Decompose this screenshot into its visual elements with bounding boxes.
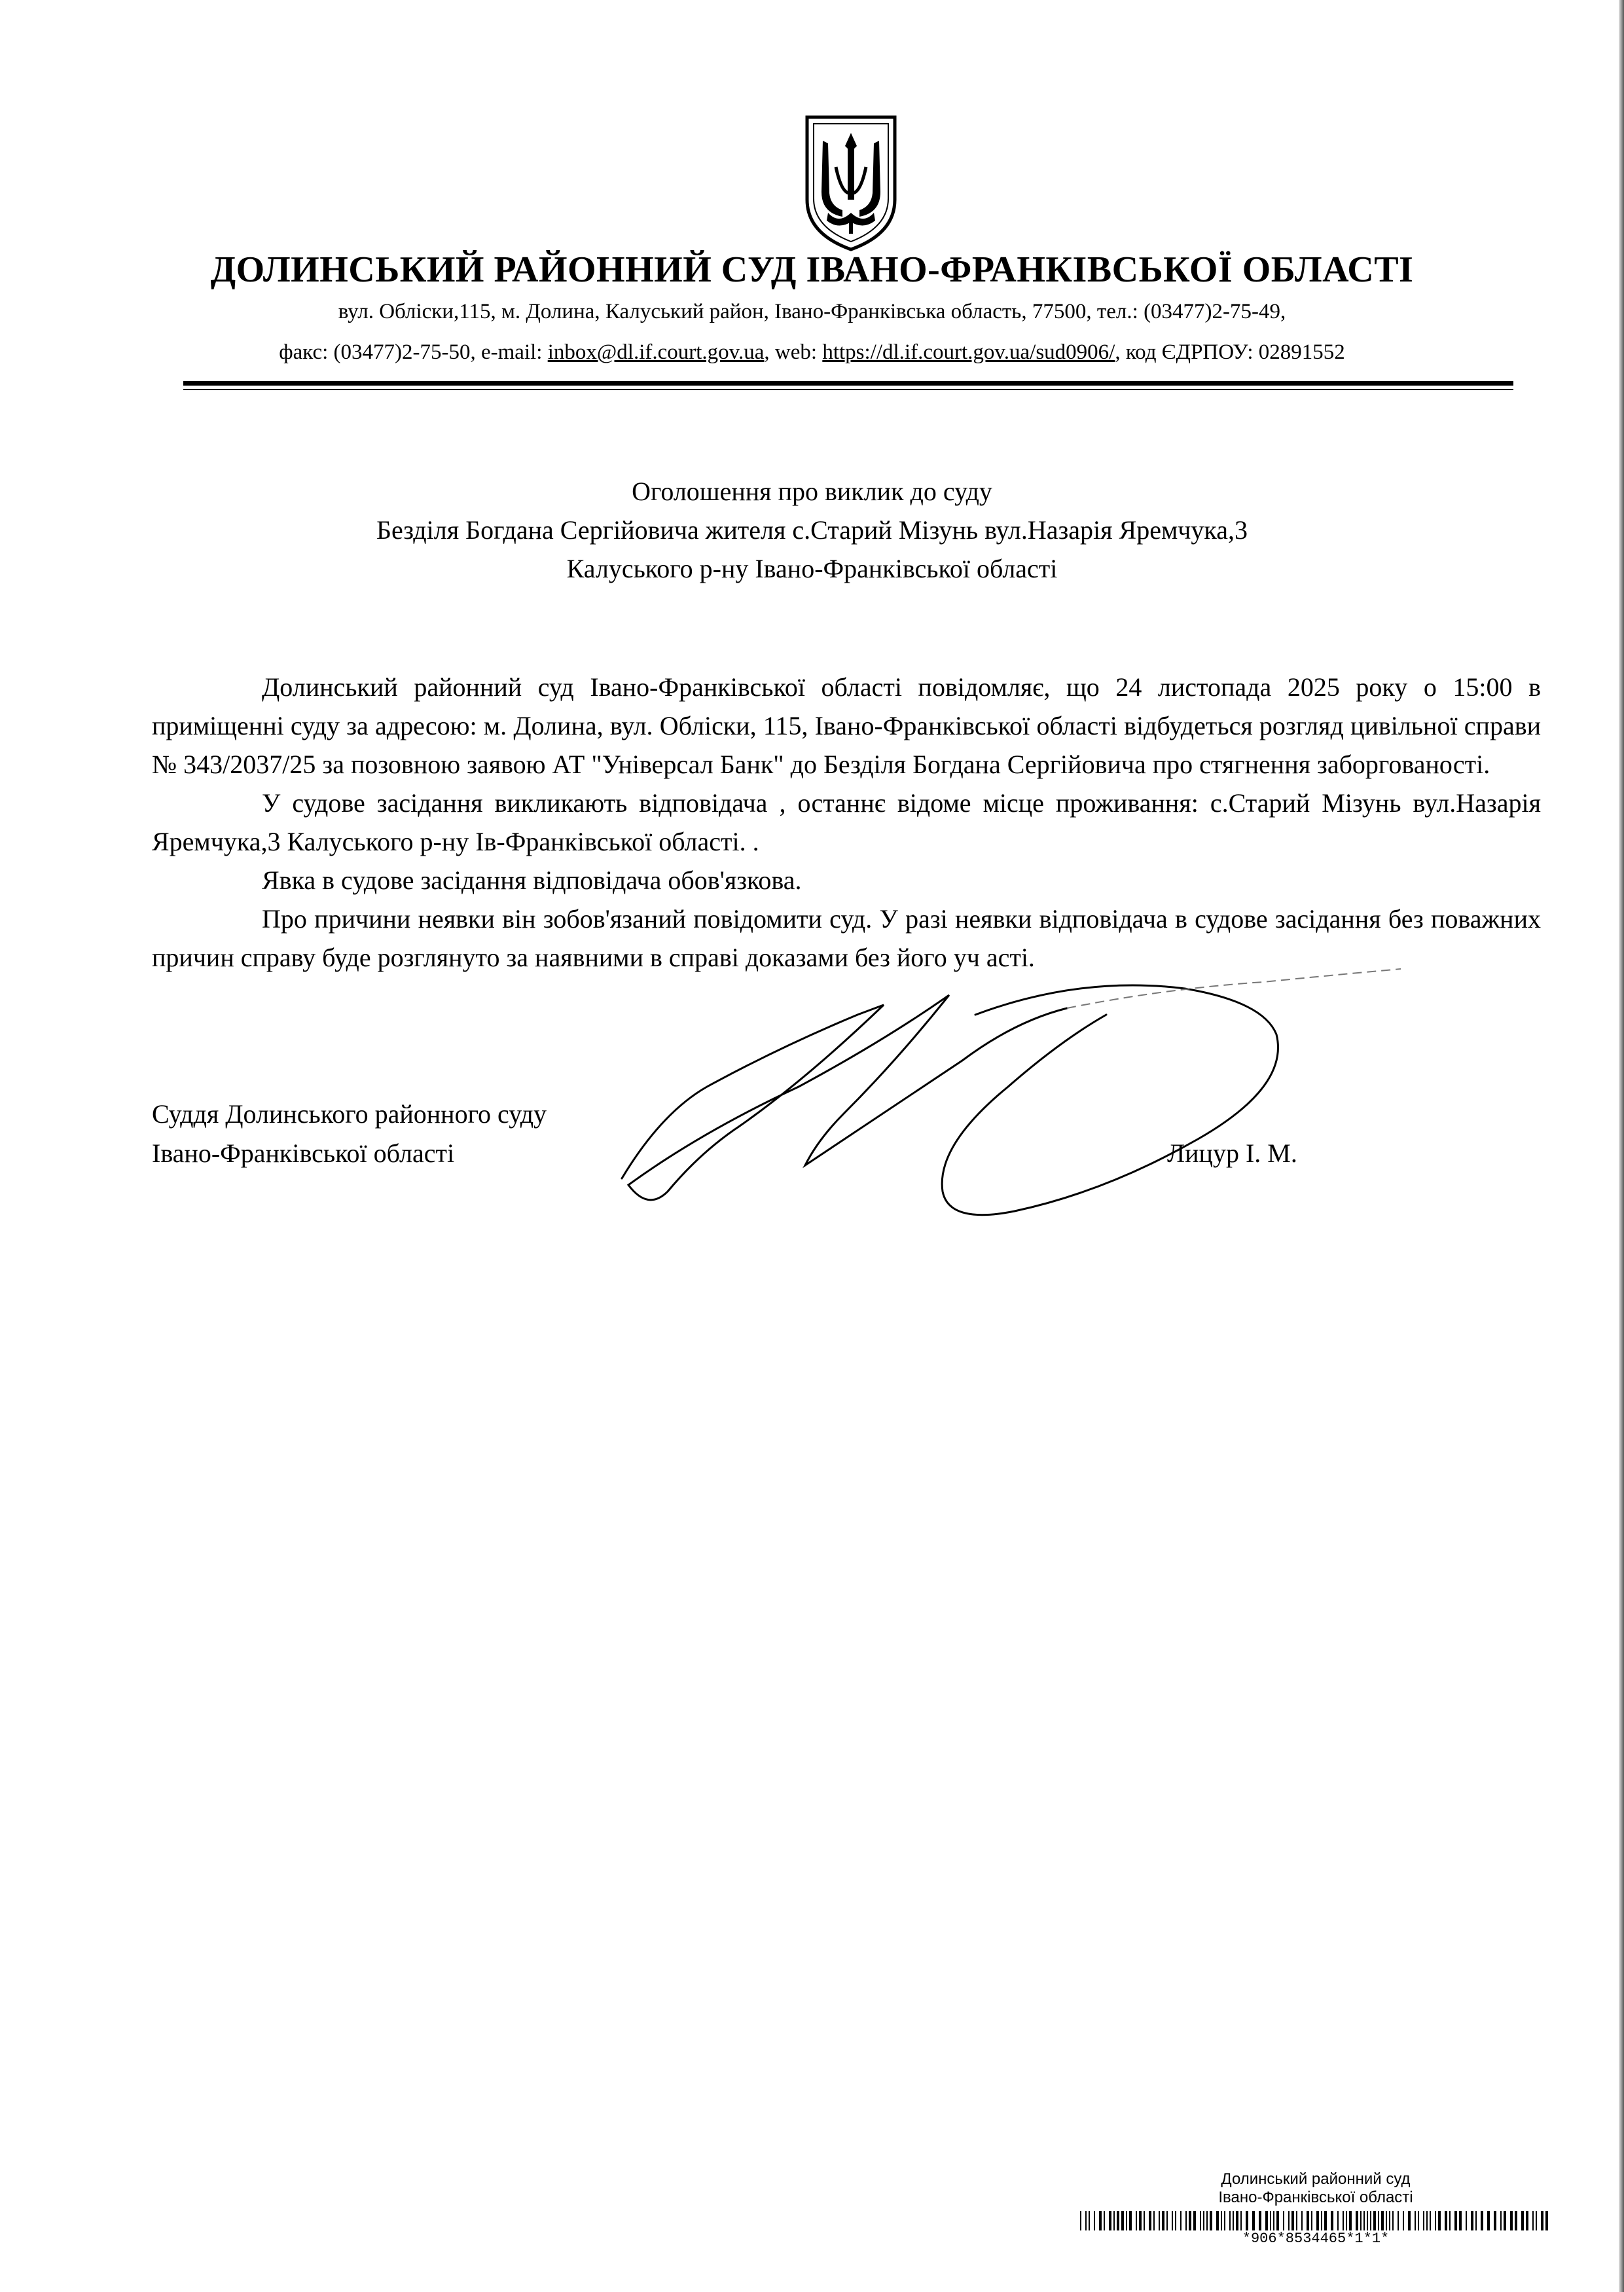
barcode-bar (1276, 2211, 1279, 2230)
stamp-court-name: Долинський районний суд (1221, 2170, 1411, 2188)
barcode-bar (1200, 2211, 1201, 2230)
barcode-bar (1403, 2211, 1404, 2230)
barcode-bar (1172, 2211, 1173, 2230)
barcode-bar (1099, 2211, 1102, 2230)
body-paragraph: Про причини неявки він зобов'язаний повідомити суд. У разі неявки відповідача в судове засідання без поважних причин справу буде розглянуто за наявними в справі доказами без його уч асті. (152, 904, 1541, 972)
barcode-bar (1445, 2211, 1447, 2230)
barcode-bar (1291, 2211, 1294, 2230)
barcode-bar (1392, 2211, 1394, 2230)
barcode-bar (1117, 2211, 1119, 2230)
barcode-bar (1510, 2211, 1513, 2230)
barcode-bar (1545, 2211, 1548, 2230)
barcode-bar (1515, 2211, 1517, 2230)
barcode-bar (1236, 2211, 1238, 2230)
barcode-bar (1367, 2211, 1368, 2230)
barcode-bar (1259, 2211, 1261, 2230)
barcode-bar (1541, 2211, 1543, 2230)
email-link[interactable]: inbox@dl.if.court.gov.ua (547, 340, 765, 364)
barcode-bar (1360, 2211, 1362, 2230)
court-address: вул. Обліски,115, м. Долина, Калуський район, Івано-Франківська область, 77500, тел.: (03477)2-75-49, (338, 300, 1286, 323)
barcode-bar (1224, 2211, 1225, 2230)
barcode-bar (1139, 2211, 1142, 2230)
barcode-bar (1153, 2211, 1155, 2230)
barcode-bar (1094, 2211, 1095, 2230)
barcode-bar (1438, 2211, 1441, 2230)
barcode-bar (1346, 2211, 1347, 2230)
barcode-bar (1331, 2211, 1333, 2230)
barcode-bar (1080, 2211, 1081, 2230)
barcode (1080, 2211, 1551, 2230)
barcode-bar (1481, 2211, 1483, 2230)
barcode-bar (1311, 2211, 1312, 2230)
barcode-bar (1229, 2211, 1231, 2230)
barcode-bar (1494, 2211, 1496, 2230)
barcode-bar (1109, 2211, 1111, 2230)
barcode-bar (1378, 2211, 1379, 2230)
barcode-bar (1104, 2211, 1105, 2230)
barcode-bar (1203, 2211, 1204, 2230)
barcode-bar (1162, 2211, 1164, 2230)
barcode-bar (1521, 2211, 1524, 2230)
court-title: ДОЛИНСЬКИЙ РАЙОННИЙ СУД ІВАНО-ФРАНКІВСЬКОЇ ОБЛАСТІ (210, 249, 1414, 290)
barcode-bar (1189, 2211, 1191, 2230)
coat-of-arms-icon (802, 115, 900, 252)
barcode-bar (1252, 2211, 1255, 2230)
barcode-bar (1370, 2211, 1371, 2230)
barcode-bar (1113, 2211, 1115, 2230)
barcode-bar (1307, 2211, 1309, 2230)
fax-label: факс: (03477)2-75-50, e-mail: (279, 340, 548, 364)
web-label: , web: (764, 340, 823, 364)
barcode-bar (1449, 2211, 1451, 2230)
header-divider (183, 381, 1513, 386)
barcode-bar (1283, 2211, 1284, 2230)
barcode-bar (1221, 2211, 1222, 2230)
barcode-bar (1532, 2211, 1534, 2230)
judge-region: Івано-Франківської області (152, 1138, 455, 1168)
edrpou-code: , код ЄДРПОУ: 02891552 (1115, 340, 1345, 364)
barcode-bar (1301, 2211, 1303, 2230)
barcode-bar (1487, 2211, 1490, 2230)
barcode-bar (1386, 2211, 1387, 2230)
barcode-bar (1233, 2211, 1234, 2230)
barcode-bar (1500, 2211, 1502, 2230)
barcode-bar (1316, 2211, 1319, 2230)
web-link[interactable]: https://dl.if.court.gov.ua/sud0906/ (822, 340, 1115, 364)
barcode-bar (1343, 2211, 1344, 2230)
header-divider-thin (183, 389, 1513, 390)
barcode-bar (1089, 2211, 1090, 2230)
barcode-bar (1136, 2211, 1137, 2230)
barcode-bar (1418, 2211, 1419, 2230)
barcode-bar (1389, 2211, 1390, 2230)
barcode-bar (1216, 2211, 1219, 2230)
announcement-addressee: Безділя Богдана Сергійовича жителя с.Старий Мізунь вул.Назарія Яремчука,3 (376, 515, 1248, 545)
barcode-bar (1349, 2211, 1352, 2230)
judge-position: Суддя Долинського районного суду (152, 1099, 547, 1129)
announcement-title: Оголошення про виклик до суду (632, 477, 992, 506)
barcode-bar (1415, 2211, 1416, 2230)
body-paragraph: Долинський районний суд Івано-Франківської області повідомляє, що 24 листопада 2025 року о 15:00 в приміщенні суду за адресою: м. Долина, вул. Обліски, 115, Івано-Франківської області відбудеться розгляд цивільної справи № 343/2037/25 за позовною заявою АТ "Універсал Банк" до Безділя Богдана Сергійовича про стягнення заборгованості. (152, 672, 1541, 779)
barcode-bar (1381, 2211, 1384, 2230)
barcode-bar (1180, 2211, 1182, 2230)
barcode-bar (1363, 2211, 1365, 2230)
barcode-bar (1144, 2211, 1145, 2230)
barcode-bar (1288, 2211, 1290, 2230)
registry-stamp (1080, 2170, 1551, 2247)
announcement-region: Калуського р-ну Івано-Франківської області (566, 554, 1058, 583)
barcode-bar (1337, 2211, 1339, 2230)
body-paragraph: Явка в судове засідання відповідача обов'язкова. (262, 865, 802, 895)
barcode-bar (1324, 2211, 1327, 2230)
barcode-bar (1526, 2211, 1528, 2230)
barcode-bar (1210, 2211, 1212, 2230)
barcode-bar (1240, 2211, 1242, 2230)
barcode-bar (1129, 2211, 1132, 2230)
body-paragraph: У судове засідання викликають відповідача , останнє відоме місце проживання: с.Старий Мізунь вул.Назарія Яремчука,3 Калуського р-ну Ів-Франківської області. . (152, 788, 1541, 856)
barcode-bar (1085, 2211, 1087, 2230)
barcode-bar (1466, 2211, 1467, 2230)
barcode-bar (1175, 2211, 1176, 2230)
barcode-bar (1426, 2211, 1428, 2230)
judge-name: Лицур І. М. (1167, 1138, 1297, 1168)
barcode-bar (1435, 2211, 1436, 2230)
barcode-bar (1459, 2211, 1462, 2230)
barcode-bar (1471, 2211, 1473, 2230)
barcode-bar (1185, 2211, 1187, 2230)
handwritten-signature (609, 917, 1460, 1244)
barcode-bar (1475, 2211, 1477, 2230)
barcode-bar (1126, 2211, 1127, 2230)
barcode-bar (1454, 2211, 1457, 2230)
barcode-number: *906*8534465*1*1* (1242, 2230, 1390, 2247)
barcode-bar (1193, 2211, 1196, 2230)
barcode-bar (1270, 2211, 1271, 2230)
barcode-bar (1149, 2211, 1151, 2230)
court-contacts (0, 340, 1624, 365)
barcode-bar (1430, 2211, 1431, 2230)
barcode-bar (1166, 2211, 1168, 2230)
barcode-bar (1121, 2211, 1124, 2230)
barcode-bar (1504, 2211, 1506, 2230)
stamp-court-region: Івано-Франківської області (1218, 2189, 1413, 2206)
barcode-bar (1536, 2211, 1537, 2230)
barcode-bar (1408, 2211, 1411, 2230)
barcode-bar (1246, 2211, 1248, 2230)
barcode-bar (1265, 2211, 1268, 2230)
barcode-bar (1206, 2211, 1208, 2230)
barcode-bar (1273, 2211, 1274, 2230)
barcode-bar (1159, 2211, 1160, 2230)
barcode-bar (1356, 2211, 1358, 2230)
barcode-bar (1423, 2211, 1424, 2230)
barcode-bar (1321, 2211, 1322, 2230)
barcode-bar (1373, 2211, 1376, 2230)
barcode-bar (1296, 2211, 1297, 2230)
barcode-bar (1398, 2211, 1399, 2230)
